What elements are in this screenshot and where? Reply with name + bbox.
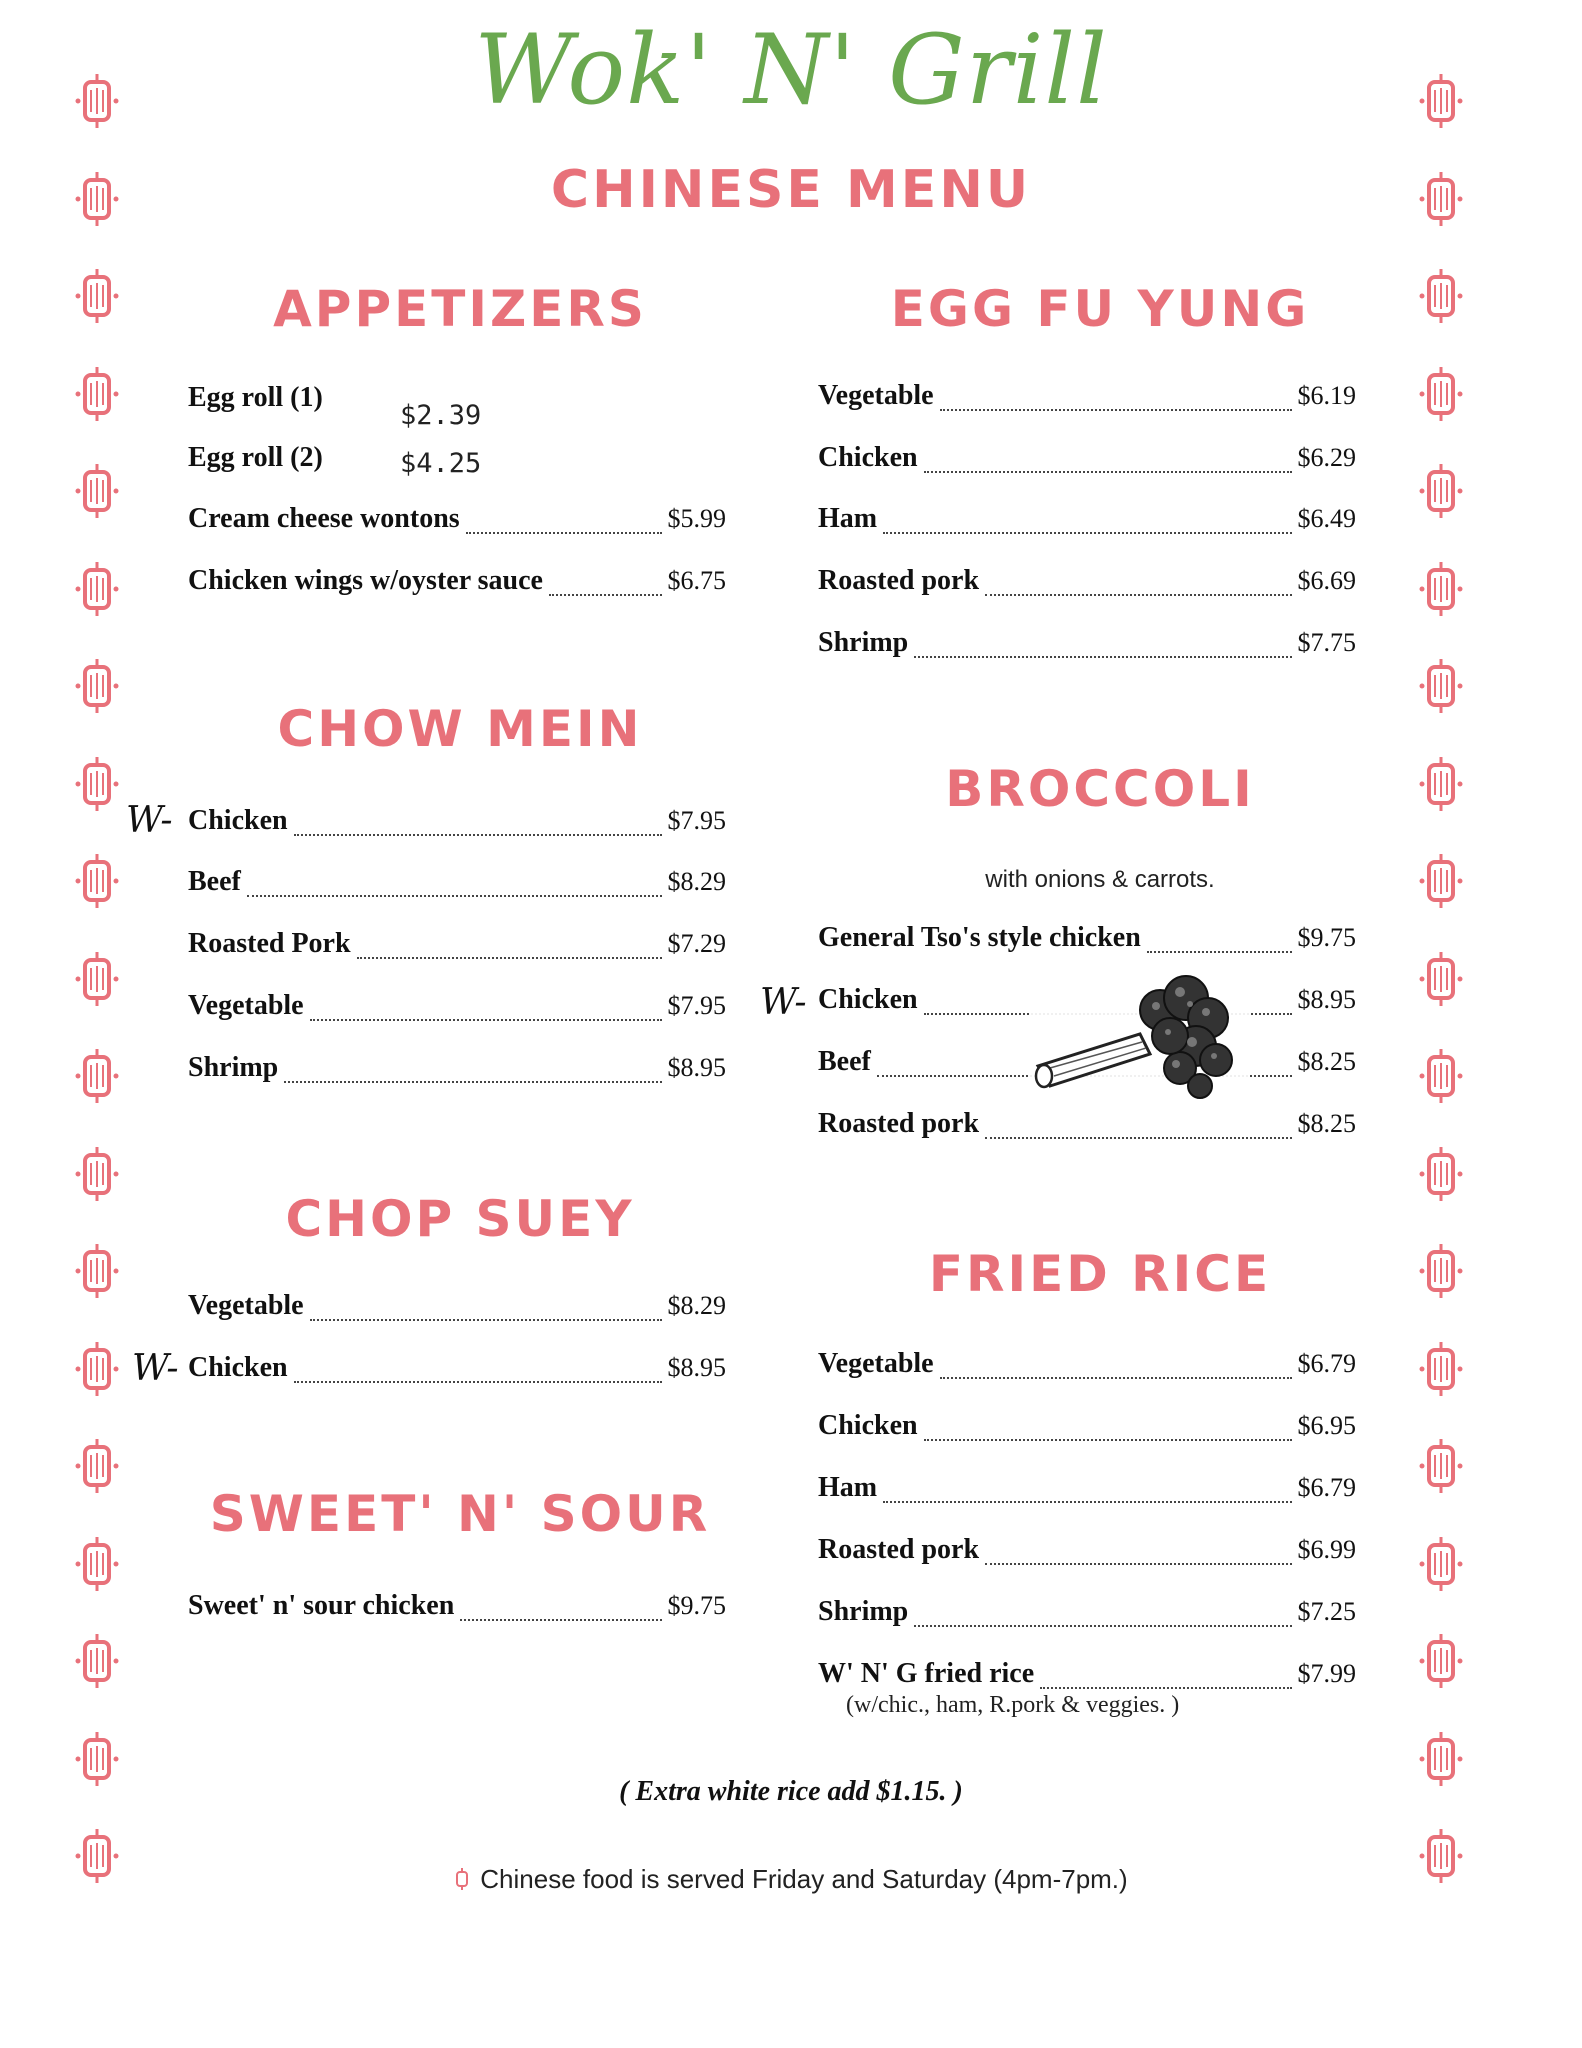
item-price: $6.99 bbox=[1297, 1535, 1356, 1564]
menu-item bbox=[818, 380, 1356, 420]
item-price: $6.79 bbox=[1297, 1473, 1356, 1502]
dot-leader bbox=[284, 1080, 661, 1083]
item-price: $6.79 bbox=[1297, 1349, 1356, 1378]
item-price: $7.95 bbox=[667, 991, 726, 1020]
menu-item bbox=[818, 442, 1356, 482]
restaurant-title: Wok' N' Grill bbox=[474, 14, 1108, 126]
item-name: Vegetable bbox=[188, 1290, 304, 1321]
item-name: Chicken bbox=[188, 1352, 288, 1383]
lantern-icon bbox=[1418, 1437, 1464, 1495]
item-price: $8.25 bbox=[1297, 1047, 1356, 1076]
heading-chop-suey: CHOP SUEY bbox=[285, 1190, 635, 1248]
lantern-icon bbox=[1418, 657, 1464, 715]
broccoli-icon bbox=[1030, 968, 1250, 1118]
dot-leader bbox=[883, 1500, 1291, 1503]
menu-item bbox=[188, 442, 368, 482]
item-price: $6.95 bbox=[1297, 1411, 1356, 1440]
item-name: Roasted Pork bbox=[188, 928, 351, 959]
item-price: $7.99 bbox=[1297, 1659, 1356, 1688]
lantern-icon bbox=[1418, 1145, 1464, 1203]
menu-item bbox=[188, 503, 726, 543]
handwritten-mark: W- bbox=[760, 982, 807, 1023]
item-name: Sweet' n' sour chicken bbox=[188, 1590, 455, 1621]
item-name: General Tso's style chicken bbox=[818, 922, 1141, 953]
heading-egg-fu-yung: EGG FU YUNG bbox=[890, 280, 1310, 338]
menu-item bbox=[188, 1290, 726, 1330]
item-name: W' N' G fried rice bbox=[818, 1658, 1035, 1689]
heading-chow-mein: CHOW MEIN bbox=[277, 700, 643, 758]
dot-leader bbox=[940, 408, 1292, 411]
item-name: Shrimp bbox=[818, 627, 909, 658]
lantern-icon bbox=[74, 1145, 120, 1203]
serving-hours-note bbox=[0, 1864, 1582, 1895]
menu-item bbox=[188, 382, 368, 422]
lantern-icon bbox=[1418, 462, 1464, 520]
item-price: $6.19 bbox=[1297, 381, 1356, 410]
lantern-icon bbox=[1418, 1340, 1464, 1398]
item-name: Roasted pork bbox=[818, 1108, 980, 1139]
item-name: Chicken bbox=[188, 805, 288, 836]
menu-item bbox=[818, 1348, 1356, 1388]
item-price: $4.25 bbox=[400, 448, 482, 479]
menu-item bbox=[818, 1596, 1356, 1636]
dot-leader bbox=[1147, 950, 1292, 953]
extra-rice-note: ( Extra white rice add $1.15. ) bbox=[619, 1776, 963, 1807]
item-name: Egg roll (1) bbox=[188, 382, 323, 413]
menu-item bbox=[188, 1352, 726, 1392]
item-price: $2.39 bbox=[400, 400, 482, 431]
menu-subtitle: CHINESE MENU bbox=[550, 160, 1032, 220]
item-price: $6.29 bbox=[1297, 443, 1356, 472]
left-lantern-border bbox=[68, 0, 128, 2048]
item-price: $9.75 bbox=[1297, 923, 1356, 952]
dot-leader bbox=[310, 1018, 662, 1021]
item-price: $6.49 bbox=[1297, 504, 1356, 533]
dot-leader bbox=[1040, 1686, 1291, 1689]
item-price: $7.25 bbox=[1297, 1597, 1356, 1626]
item-price: $8.29 bbox=[667, 1291, 726, 1320]
dot-leader bbox=[985, 1562, 1291, 1565]
dot-leader bbox=[466, 531, 662, 534]
item-name: Chicken bbox=[818, 442, 918, 473]
item-name: Chicken bbox=[818, 984, 918, 1015]
dot-leader bbox=[247, 894, 662, 897]
item-name: Beef bbox=[188, 866, 241, 897]
item-name: Vegetable bbox=[818, 380, 934, 411]
item-name: Roasted pork bbox=[818, 565, 980, 596]
dot-leader bbox=[549, 593, 662, 596]
menu-item bbox=[818, 1410, 1356, 1450]
dot-leader bbox=[924, 1438, 1292, 1441]
item-price: $7.75 bbox=[1297, 628, 1356, 657]
menu-item bbox=[818, 922, 1356, 962]
menu-item bbox=[188, 928, 726, 968]
dot-leader bbox=[310, 1318, 662, 1321]
heading-fried-rice: FRIED RICE bbox=[928, 1245, 1272, 1303]
menu-item bbox=[818, 1534, 1356, 1574]
dot-leader bbox=[883, 531, 1291, 534]
item-price: $6.75 bbox=[667, 566, 726, 595]
dot-leader bbox=[985, 1136, 1291, 1139]
lantern-icon bbox=[74, 1047, 120, 1105]
lantern-icon bbox=[74, 1340, 120, 1398]
menu-item bbox=[818, 565, 1356, 605]
menu-item bbox=[818, 503, 1356, 543]
item-price: $5.99 bbox=[667, 504, 726, 533]
lantern-icon bbox=[1418, 1632, 1464, 1690]
lantern-icon bbox=[74, 950, 120, 1008]
lantern-icon bbox=[74, 1632, 120, 1690]
item-price: $8.25 bbox=[1297, 1109, 1356, 1138]
lantern-icon bbox=[74, 267, 120, 325]
dot-leader bbox=[294, 1380, 662, 1383]
item-name: Shrimp bbox=[188, 1052, 279, 1083]
menu-item bbox=[188, 866, 726, 906]
heading-sweet-n-sour: SWEET' N' SOUR bbox=[209, 1485, 711, 1543]
lantern-icon bbox=[74, 657, 120, 715]
item-price: $8.29 bbox=[667, 867, 726, 896]
dot-leader bbox=[985, 593, 1291, 596]
item-price: $7.95 bbox=[667, 806, 726, 835]
menu-item bbox=[188, 805, 726, 845]
fried-rice-note: (w/chic., ham, R.pork & veggies. ) bbox=[846, 1692, 1180, 1718]
item-price: $6.69 bbox=[1297, 566, 1356, 595]
lantern-icon bbox=[74, 755, 120, 813]
lantern-icon bbox=[74, 365, 120, 423]
item-name: Cream cheese wontons bbox=[188, 503, 460, 534]
menu-item bbox=[818, 627, 1356, 667]
footer-text: Chinese food is served Friday and Saturday (4pm-7pm.) bbox=[480, 1864, 1128, 1894]
menu-item bbox=[818, 1472, 1356, 1512]
menu-item bbox=[188, 1590, 726, 1630]
item-name: Ham bbox=[818, 1472, 878, 1503]
lantern-icon bbox=[1418, 560, 1464, 618]
item-price: $8.95 bbox=[1297, 985, 1356, 1014]
lantern-icon bbox=[74, 1437, 120, 1495]
lantern-icon bbox=[74, 462, 120, 520]
dot-leader bbox=[940, 1376, 1292, 1379]
broccoli-note: with onions & carrots. bbox=[985, 866, 1215, 893]
item-name: Chicken wings w/oyster sauce bbox=[188, 565, 543, 596]
handwritten-mark: W- bbox=[126, 800, 173, 841]
item-name: Beef bbox=[818, 1046, 871, 1077]
lantern-icon bbox=[74, 1535, 120, 1593]
handwritten-mark: W- bbox=[132, 1348, 179, 1389]
right-lantern-border bbox=[1412, 0, 1472, 2048]
lantern-icon bbox=[74, 560, 120, 618]
lantern-icon bbox=[1418, 1242, 1464, 1300]
lantern-icon bbox=[1418, 267, 1464, 325]
item-price: $9.75 bbox=[667, 1591, 726, 1620]
menu-item bbox=[188, 990, 726, 1030]
dot-leader bbox=[924, 470, 1292, 473]
heading-appetizers: APPETIZERS bbox=[273, 280, 647, 338]
lantern-icon bbox=[74, 852, 120, 910]
dot-leader bbox=[460, 1618, 661, 1621]
item-price: $7.29 bbox=[667, 929, 726, 958]
lantern-icon bbox=[1418, 1535, 1464, 1593]
dot-leader bbox=[294, 833, 662, 836]
lantern-icon bbox=[74, 1242, 120, 1300]
item-name: Ham bbox=[818, 503, 878, 534]
menu-item bbox=[188, 565, 726, 605]
item-price: $8.95 bbox=[667, 1053, 726, 1082]
lantern-icon bbox=[1418, 365, 1464, 423]
dot-leader bbox=[357, 956, 662, 959]
item-name: Shrimp bbox=[818, 1596, 909, 1627]
item-name: Vegetable bbox=[818, 1348, 934, 1379]
heading-broccoli: BROCCOLI bbox=[945, 760, 1255, 818]
dot-leader bbox=[914, 655, 1291, 658]
menu-item bbox=[188, 1052, 726, 1092]
item-name: Chicken bbox=[818, 1410, 918, 1441]
lantern-icon bbox=[1418, 1047, 1464, 1105]
item-price: $8.95 bbox=[667, 1353, 726, 1382]
item-name: Vegetable bbox=[188, 990, 304, 1021]
lantern-icon bbox=[1418, 755, 1464, 813]
item-name: Egg roll (2) bbox=[188, 442, 323, 473]
lantern-icon bbox=[454, 1868, 470, 1890]
item-name: Roasted pork bbox=[818, 1534, 980, 1565]
lantern-icon bbox=[1418, 950, 1464, 1008]
dot-leader bbox=[914, 1624, 1291, 1627]
lantern-icon bbox=[1418, 852, 1464, 910]
